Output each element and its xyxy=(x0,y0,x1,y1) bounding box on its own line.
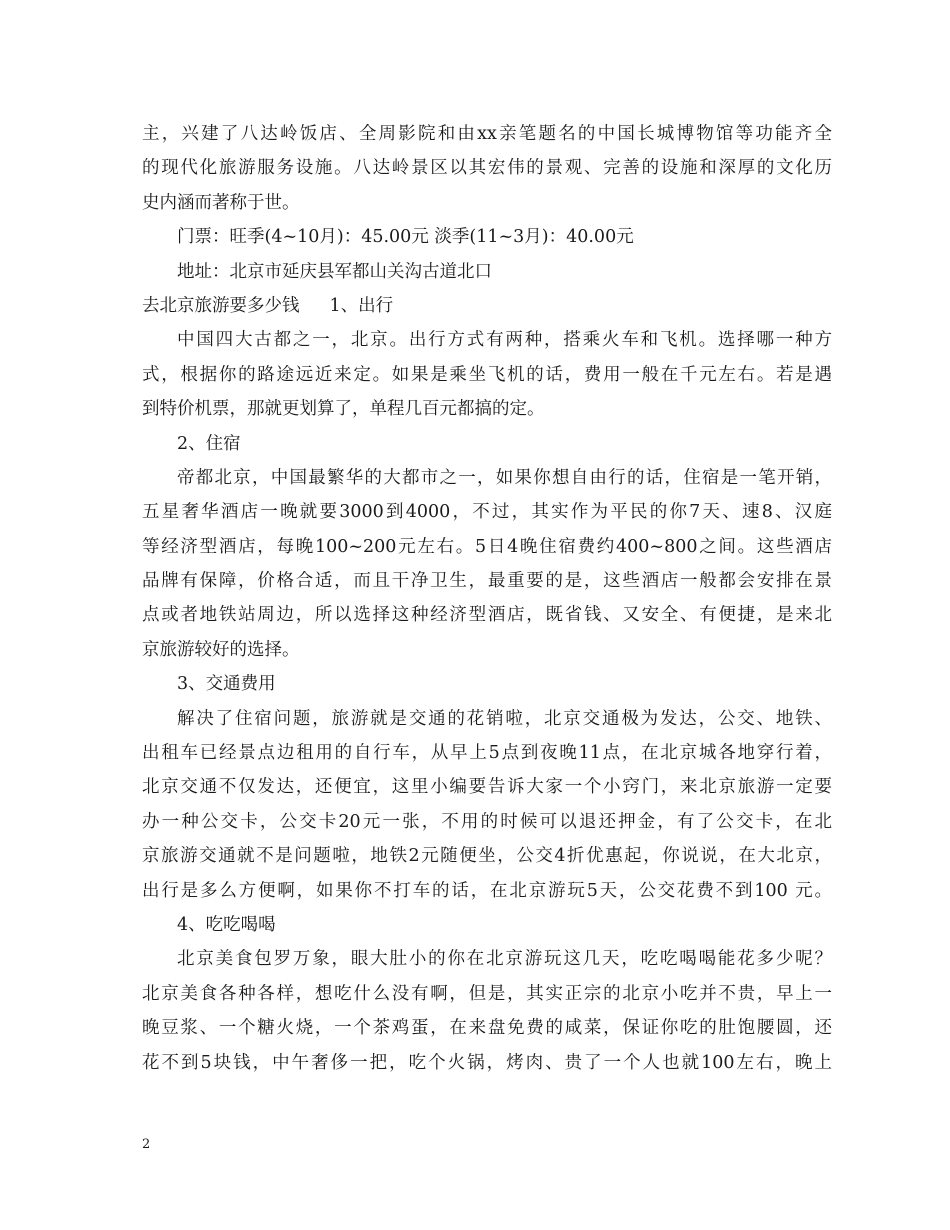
text-line: 京旅游较好的选择。 xyxy=(142,639,300,660)
text-line: 帝都北京，中国最繁华的大都市之一，如果你想自由行的话，住宿是一笔开销， xyxy=(177,467,832,488)
text-line: 办一种公交卡，公交卡20元一张，不用的时候可以退还押金，有了公交卡，在北 xyxy=(142,811,832,832)
text-line: 晚豆浆、一个糖火烧，一个茶鸡蛋，在来盘免费的咸菜，保证你吃的肚饱腰圆，还 xyxy=(142,1018,832,1039)
ticket-price-line: 门票：旺季(4~10月)：45.00元 淡季(11~3月)：40.00元 xyxy=(177,227,634,248)
section-heading-food: 4、吃吃喝喝 xyxy=(177,914,276,935)
text-line: 史内涵而著称于世。 xyxy=(142,192,300,213)
text-line: 京旅游交通就不是问题啦，地铁2元随便坐，公交4折优惠起，你说说，在大北京， xyxy=(142,846,832,867)
text-line: 北京交通不仅发达，还便宜，这里小编要告诉大家一个小窍门，来北京旅游一定要 xyxy=(142,777,832,798)
text-line: 北京美食包罗万象，眼大肚小的你在北京游玩这几天，吃吃喝喝能花多少呢？ xyxy=(177,949,832,970)
text-line: 等经济型酒店，每晚100~200元左右。5日4晚住宿费约400~800之间。这些酒店 xyxy=(142,536,832,557)
text-line: 主，兴建了八达岭饭店、全周影院和由xx亲笔题名的中国长城博物馆等功能齐全 xyxy=(142,124,832,144)
text-line: 解决了住宿问题，旅游就是交通的花销啦，北京交通极为发达，公交、地铁、 xyxy=(177,708,832,729)
address-line: 地址：北京市延庆县军都山关沟古道北口 xyxy=(177,261,492,282)
section-heading-travel: 1、出行 xyxy=(329,295,394,316)
document-body xyxy=(142,117,832,1080)
text-line: 花不到5块钱，中午奢侈一把，吃个火锅，烤肉、贵了一个人也就100左右，晚上 xyxy=(142,1052,832,1073)
text-line: 点或者地铁站周边，所以选择这种经济型酒店，既省钱、又安全、有便捷，是来北 xyxy=(142,605,832,626)
article-title: 去北京旅游要多少钱 xyxy=(142,295,300,316)
text-line: 出租车已经景点边租用的自行车，从早上5点到夜晚11点，在北京城各地穿行着， xyxy=(142,743,832,764)
text-line: 品牌有保障，价格合适，而且干净卫生，最重要的是，这些酒店一般都会安排在景 xyxy=(142,571,832,592)
section-heading-transport: 3、交通费用 xyxy=(177,674,276,695)
section-heading-lodging: 2、住宿 xyxy=(177,433,241,454)
text-line: 到特价机票，那就更划算了，单程几百元都搞的定。 xyxy=(142,399,545,420)
text-line: 的现代化旅游服务设施。八达岭景区以其宏伟的景观、完善的设施和深厚的文化历 xyxy=(142,158,832,179)
text-line: 北京美食各种各样，想吃什么没有啊，但是，其实正宗的北京小吃并不贵，早上一 xyxy=(142,983,832,1004)
text-line: 五星奢华酒店一晚就要3000到4000，不过，其实作为平民的你7天、速8、汉庭 xyxy=(142,502,832,523)
text-line: 式，根据你的路途远近来定。如果是乘坐飞机的话，费用一般在千元左右。若是遇 xyxy=(142,364,832,385)
page-number: 2 xyxy=(142,1137,151,1152)
section-heading-line xyxy=(142,289,832,323)
text-line: 中国四大古都之一，北京。出行方式有两种，搭乘火车和飞机。选择哪一种方 xyxy=(177,330,832,351)
text-line: 出行是多么方便啊，如果你不打车的话，在北京游玩5天，公交花费不到100 元。 xyxy=(142,880,832,901)
